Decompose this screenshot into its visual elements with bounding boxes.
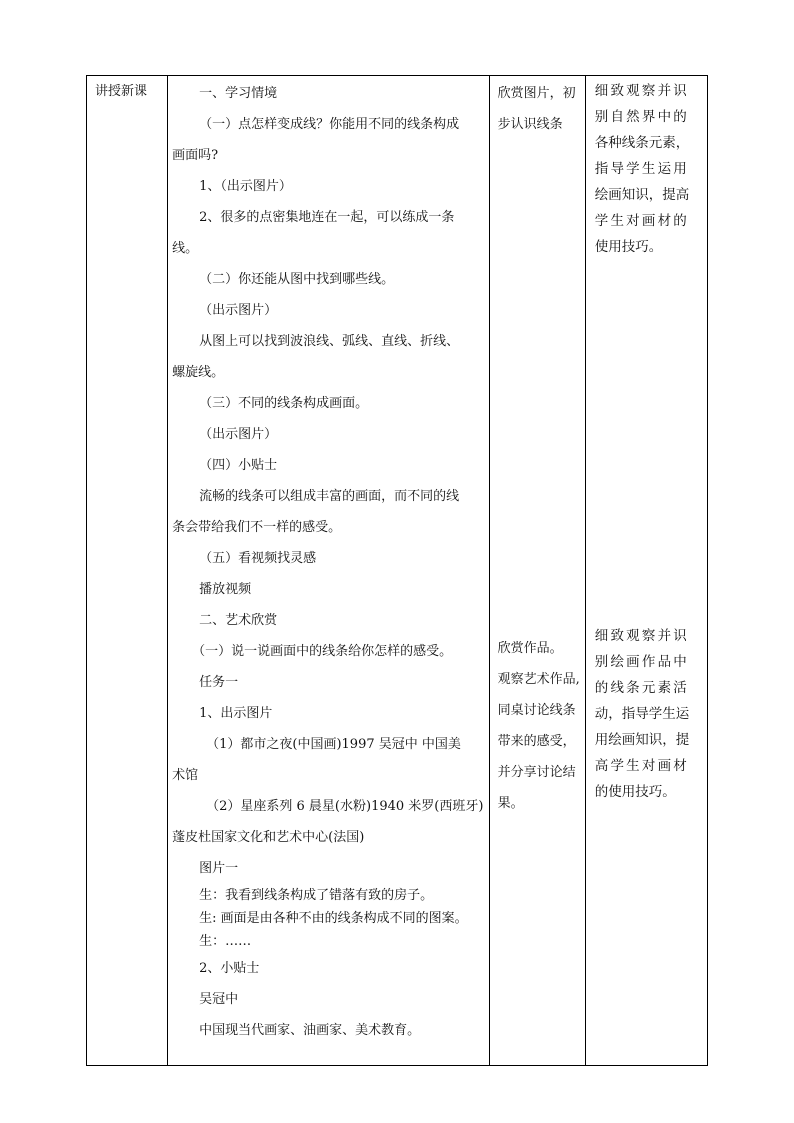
student-line: 果。 (497, 796, 524, 811)
content-line: 从图上可以找到波浪线、弧线、直线、折线、 (199, 334, 460, 349)
intent-line: 细致观察并识 (594, 628, 689, 644)
student-line: 欣赏图片，初 (497, 86, 576, 101)
student-activity-cell (489, 76, 585, 1066)
content-line: （一）说一说画面中的线条给你怎样的感受。 (192, 644, 453, 659)
content-line: （出示图片） (199, 303, 278, 318)
content-line: （一）点怎样变成线？你能用不同的线条构成 (199, 117, 460, 132)
content-line: （二）你还能从图中找到哪些线。 (199, 272, 395, 287)
intent-line: 高学生对画材 (594, 758, 689, 774)
content-line: 吴冠中 (199, 992, 239, 1007)
content-line: 术馆 (172, 768, 199, 783)
design-intent-cell (585, 76, 707, 1066)
intent-line: 的使用技巧。 (594, 784, 676, 800)
content-line: 二、艺术欣赏 (199, 613, 278, 628)
intent-line: 绘画知识，提高 (594, 187, 690, 203)
student-line: 带来的感受， (497, 734, 576, 749)
content-line: 流畅的线条可以组成丰富的画面，而不同的线 (199, 489, 460, 504)
content-line: 1、（出示图片） (199, 179, 292, 194)
intent-line: 别绘画作品中 (594, 654, 689, 670)
content-line: 生：我看到线条构成了错落有致的房子。 (199, 888, 434, 903)
intent-line: 别自然界中的 (594, 109, 689, 125)
content-line: （三）不同的线条构成画面。 (199, 396, 369, 411)
content-line: 条会带给我们不一样的感受。 (172, 520, 342, 535)
spacer (595, 260, 702, 623)
content-line: 螺旋线。 (172, 365, 225, 380)
content-line: 图片一 (199, 861, 239, 876)
intent-line: 学生对画材的 (594, 213, 689, 229)
spacer (498, 140, 582, 580)
content-line: 2、很多的点密集地连在一起，可以练成一条 (199, 210, 455, 225)
student-line: 观察艺术作品, (497, 672, 580, 687)
table-row (87, 76, 708, 1066)
lesson-plan-table (86, 75, 708, 1066)
content-line: （1）都市之夜(中国画)1997 吴冠中 中国美 (206, 737, 461, 752)
content-line: （四）小贴士 (199, 458, 278, 473)
intent-line: 使用技巧。 (594, 239, 663, 255)
content-line: 线。 (172, 241, 199, 256)
intent-line: 动，指导学生运 (594, 706, 690, 722)
content-line: 画面吗? (172, 148, 219, 163)
student-line: 并分享讨论结 (497, 765, 576, 780)
intent-line: 指导学生运用 (594, 161, 689, 177)
student-line: 同桌讨论线条 (497, 703, 576, 718)
content-line: 1、出示图片 (199, 706, 273, 721)
content-line: 2、小贴士 (199, 961, 260, 976)
section-label: 讲授新课 (95, 84, 148, 99)
student-line: 步认识线条 (497, 117, 563, 132)
teaching-content-cell (168, 76, 490, 1066)
content-line: （2）星座系列 6 晨星(水粉)1940 米罗(西班牙) (206, 799, 484, 814)
content-line: （出示图片） (199, 427, 278, 442)
content-line: 播放视频 (199, 582, 252, 597)
content-line: 生：…… (199, 934, 252, 949)
student-line: 欣赏作品。 (497, 641, 563, 656)
content-line: 中国现当代画家、油画家、美术教育。 (199, 1023, 421, 1038)
content-line: 蓬皮杜国家文化和艺术中心(法国) (172, 830, 365, 845)
intent-line: 各种线条元素， (594, 135, 690, 151)
content-line: 生: 画面是由各种不由的线条构成不同的图案。 (199, 911, 468, 926)
content-line: （五）看视频找灵感 (199, 551, 317, 566)
content-line: 一、学习情境 (199, 86, 278, 101)
intent-line: 的线条元素活 (594, 680, 689, 696)
section-label-cell (87, 76, 168, 1066)
student-block-2 (498, 633, 582, 819)
intent-line: 用绘画知识，提 (594, 732, 690, 748)
content-line: 任务一 (199, 675, 239, 690)
intent-line: 细致观察并识 (594, 83, 689, 99)
